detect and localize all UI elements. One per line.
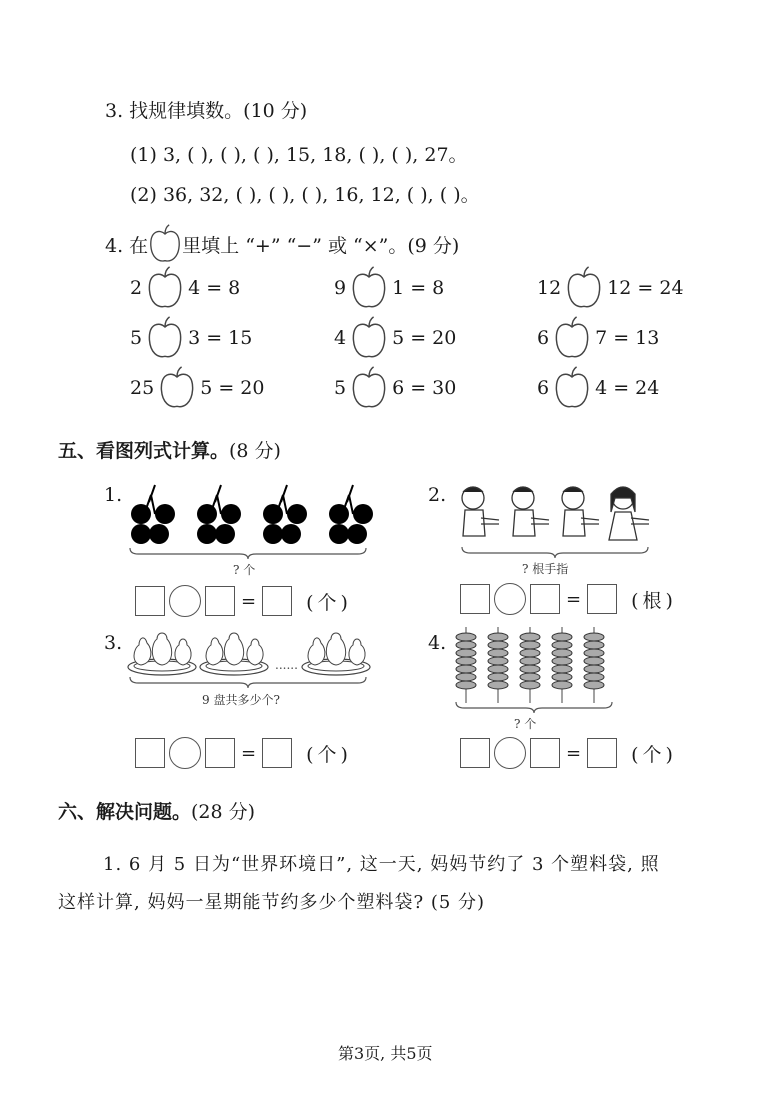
answer-box[interactable] bbox=[587, 738, 617, 768]
berries-picture-icon bbox=[125, 480, 385, 550]
apple-answer-icon[interactable] bbox=[146, 266, 184, 310]
pear-plates-picture-icon bbox=[125, 627, 385, 677]
apple-answer-icon[interactable] bbox=[158, 366, 196, 410]
q4-equation: 6 4 = 24 bbox=[537, 366, 659, 410]
answer-box[interactable] bbox=[460, 584, 490, 614]
problem-3-formula: = (个) bbox=[135, 737, 352, 769]
bead-rods-picture-icon bbox=[452, 627, 622, 703]
unit-label: (个) bbox=[306, 591, 352, 614]
apple-answer-icon[interactable] bbox=[565, 266, 603, 310]
brace-icon bbox=[128, 546, 368, 560]
q4-equation: 2 4 = 8 bbox=[130, 266, 240, 310]
answer-box[interactable] bbox=[460, 738, 490, 768]
problem-4-caption: ? 个 bbox=[514, 717, 537, 731]
brace-icon bbox=[454, 700, 614, 714]
svg-text:......: ...... bbox=[275, 658, 298, 672]
answer-area[interactable] bbox=[58, 925, 718, 1025]
section6-title: 六、解决问题。(28 分) bbox=[58, 801, 256, 823]
problem-3-caption: 9 盘共多少个? bbox=[202, 693, 280, 707]
answer-box[interactable] bbox=[205, 586, 235, 616]
problem-2-number: 2. bbox=[428, 484, 447, 506]
operator-circle[interactable] bbox=[169, 585, 201, 617]
q4-equation: 6 7 = 13 bbox=[537, 316, 659, 360]
apple-answer-icon[interactable] bbox=[350, 366, 388, 410]
page-number: 第3页, 共5页 bbox=[338, 1044, 433, 1063]
apple-answer-icon[interactable] bbox=[350, 316, 388, 360]
section5-title: 五、看图列式计算。(8 分) bbox=[58, 440, 281, 462]
apple-icon bbox=[148, 224, 182, 264]
q4-title-suffix: 里填上 “+” “−” 或 “×”。(9 分) bbox=[182, 234, 460, 257]
apple-answer-icon[interactable] bbox=[146, 316, 184, 360]
problem-4-number: 4. bbox=[428, 632, 447, 654]
apple-answer-icon[interactable] bbox=[350, 266, 388, 310]
brace-icon bbox=[460, 545, 650, 559]
q4-equation: 5 6 = 30 bbox=[334, 366, 456, 410]
children-hands-picture-icon bbox=[455, 484, 665, 544]
q3-sequence-2[interactable]: (2) 36, 32, ( ), ( ), ( ), 16, 12, ( ), ( )。 bbox=[130, 184, 480, 206]
problem-1-formula: = (个) bbox=[135, 585, 352, 617]
q4-equation: 5 3 = 15 bbox=[130, 316, 252, 360]
q4-title bbox=[105, 224, 459, 264]
answer-box[interactable] bbox=[135, 738, 165, 768]
operator-circle[interactable] bbox=[494, 737, 526, 769]
answer-box[interactable] bbox=[205, 738, 235, 768]
q4-title-prefix: 4. 在 bbox=[105, 234, 149, 257]
operator-circle[interactable] bbox=[169, 737, 201, 769]
problem-2-caption: ? 根手指 bbox=[522, 562, 569, 576]
problem-1-caption: ? 个 bbox=[233, 563, 256, 577]
q4-equation: 25 5 = 20 bbox=[130, 366, 264, 410]
operator-circle[interactable] bbox=[494, 583, 526, 615]
answer-box[interactable] bbox=[530, 584, 560, 614]
answer-box[interactable] bbox=[530, 738, 560, 768]
problem-3-number: 3. bbox=[104, 632, 123, 654]
q3-sequence-1[interactable]: (1) 3, ( ), ( ), ( ), 15, 18, ( ), ( ), 27。 bbox=[130, 144, 468, 166]
unit-label: (个) bbox=[306, 743, 352, 766]
answer-box[interactable] bbox=[262, 738, 292, 768]
answer-box[interactable] bbox=[135, 586, 165, 616]
section6-q1-line2: 这样计算, 妈妈一星期能节约多少个塑料袋? (5 分) bbox=[58, 892, 486, 913]
answer-box[interactable] bbox=[587, 584, 617, 614]
apple-answer-icon[interactable] bbox=[553, 316, 591, 360]
unit-label: (个) bbox=[631, 743, 677, 766]
q4-equation: 4 5 = 20 bbox=[334, 316, 456, 360]
q4-equation: 12 12 = 24 bbox=[537, 266, 684, 310]
apple-answer-icon[interactable] bbox=[553, 366, 591, 410]
problem-2-formula: = (根) bbox=[460, 583, 677, 615]
problem-4-formula: = (个) bbox=[460, 737, 677, 769]
answer-box[interactable] bbox=[262, 586, 292, 616]
q4-equation: 9 1 = 8 bbox=[334, 266, 444, 310]
unit-label: (根) bbox=[631, 589, 677, 612]
q3-title: 3. 找规律填数。(10 分) bbox=[105, 100, 308, 122]
problem-1-number: 1. bbox=[104, 484, 123, 506]
brace-icon bbox=[128, 675, 368, 689]
section6-q1-line1: 1. 6 月 5 日为“世界环境日”, 这一天, 妈妈节约了 3 个塑料袋, 照 bbox=[103, 854, 660, 875]
